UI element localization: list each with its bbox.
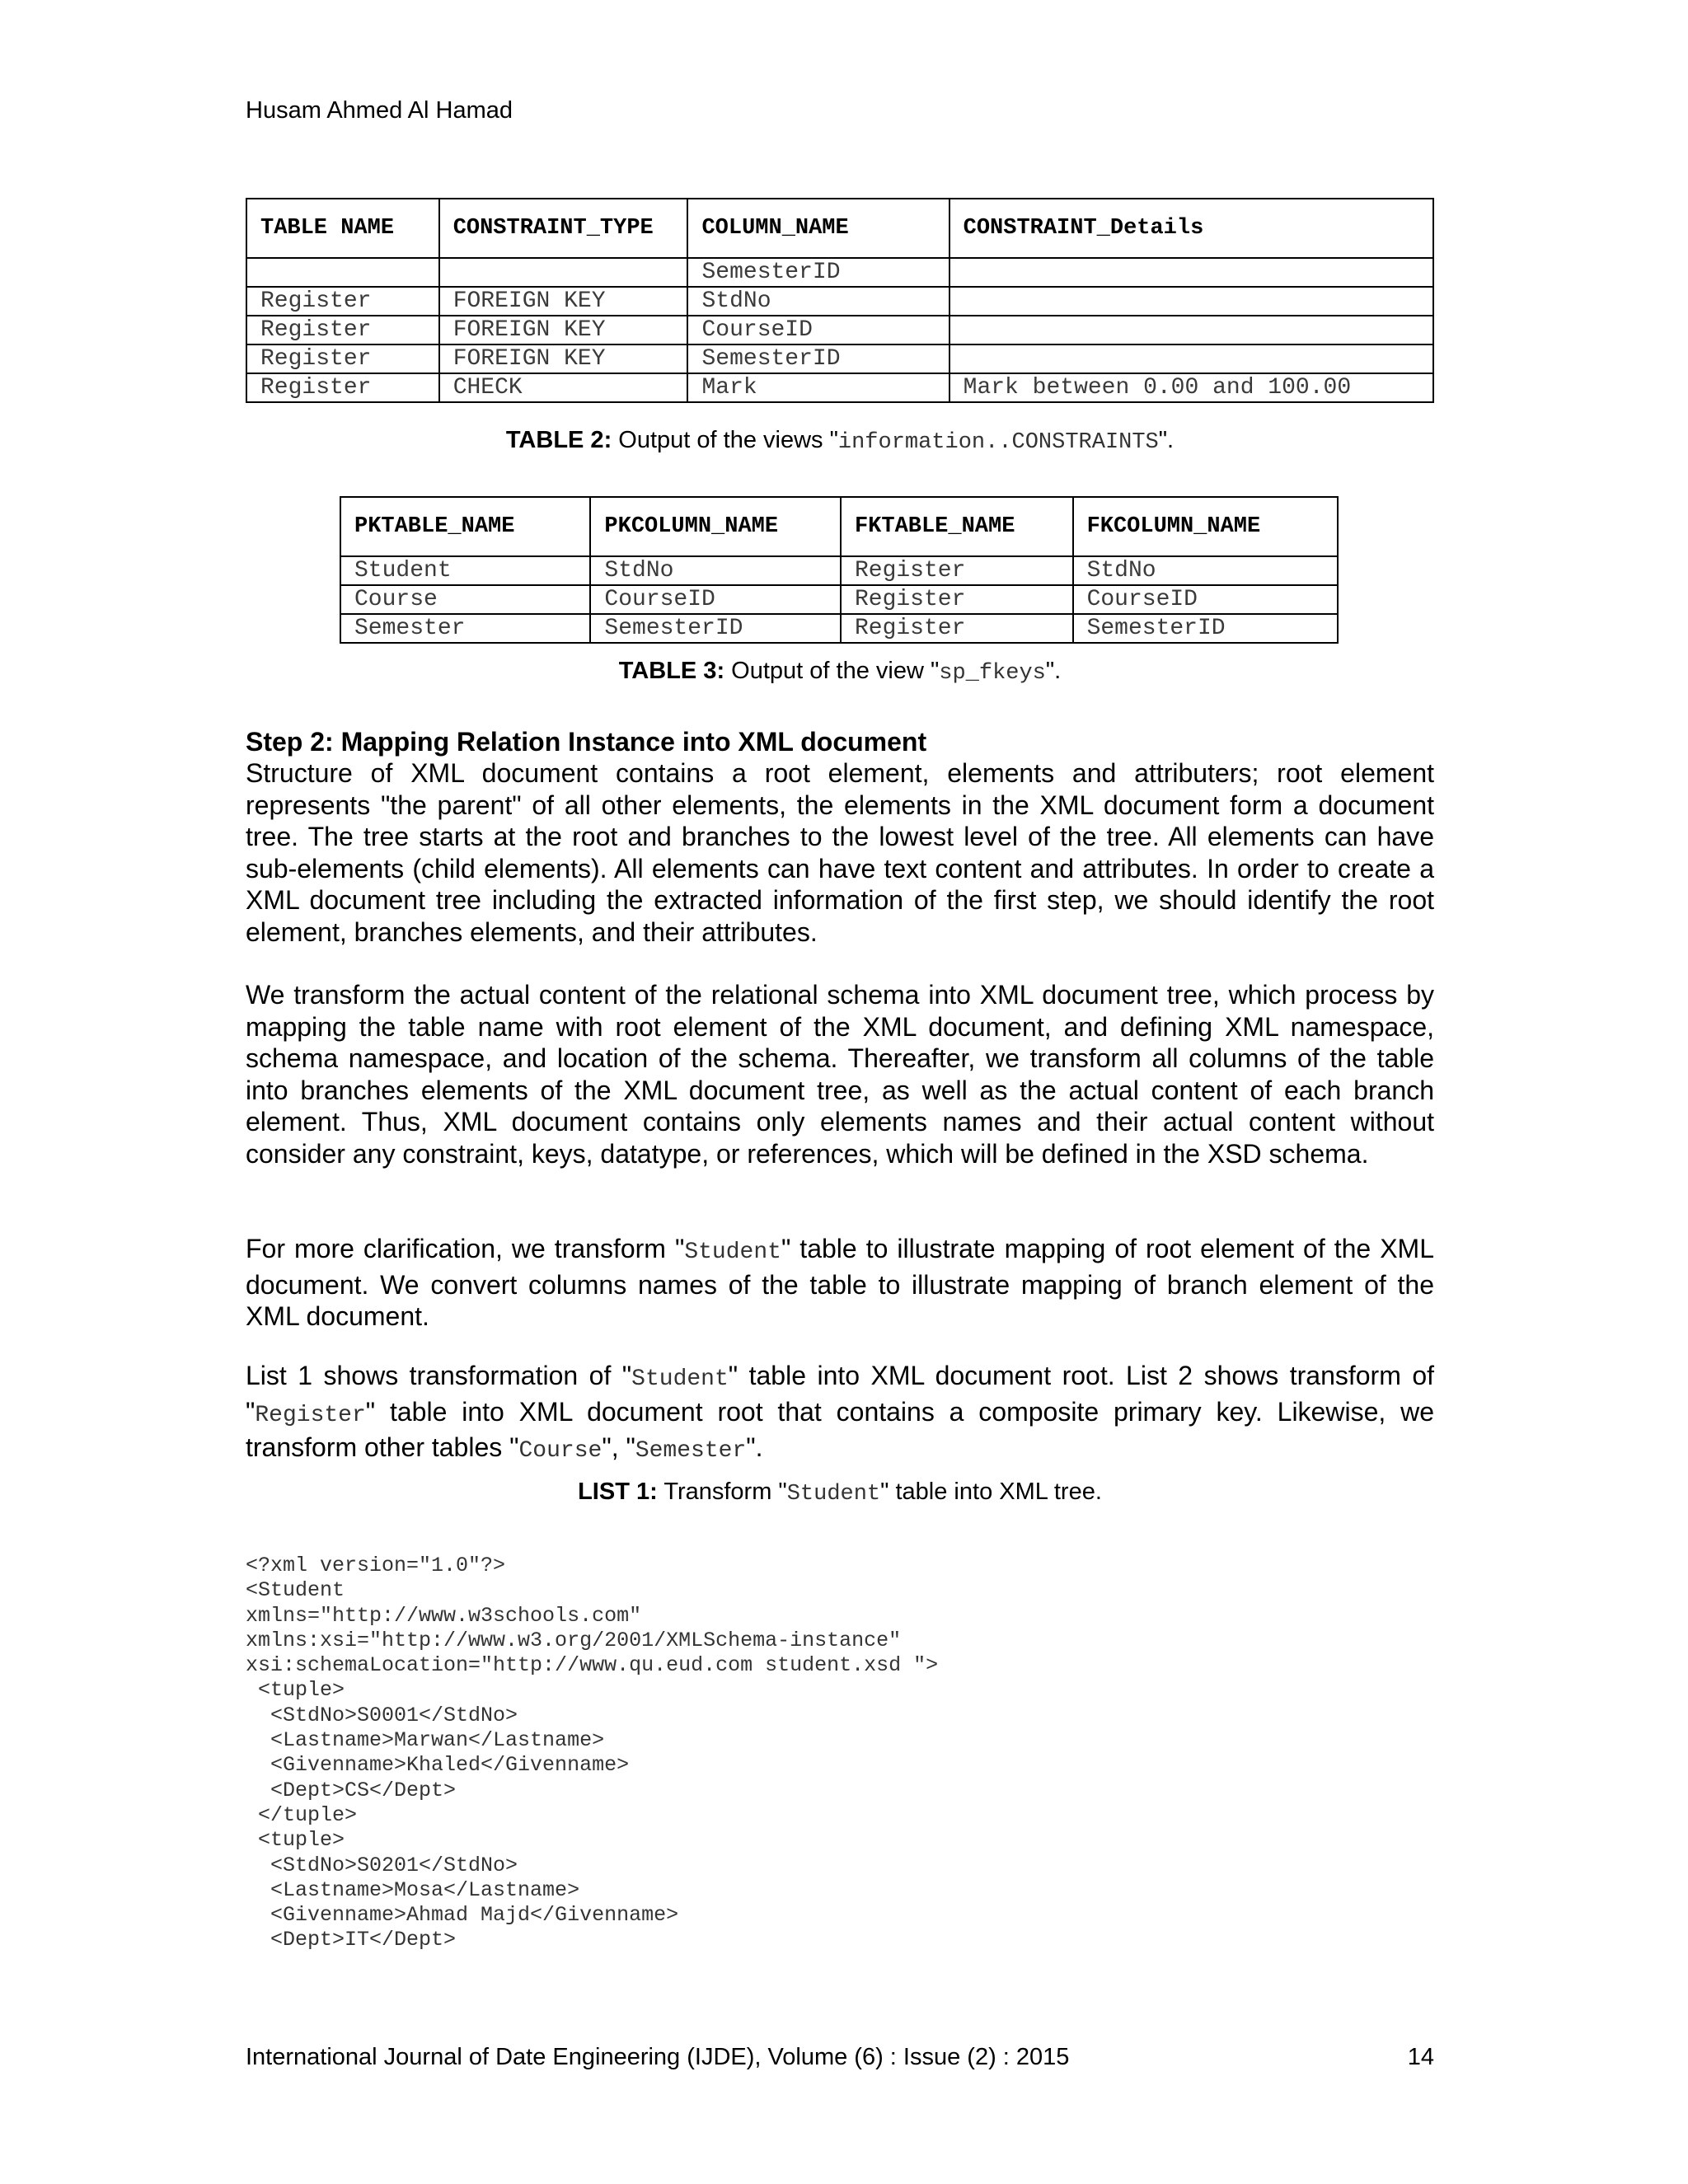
- table-cell: FOREIGN KEY: [439, 287, 688, 316]
- table-cell: FOREIGN KEY: [439, 344, 688, 373]
- table-cell: [950, 287, 1433, 316]
- table-cell: CourseID: [687, 316, 949, 344]
- table-cell: FOREIGN KEY: [439, 316, 688, 344]
- inline-code: Semester: [635, 1438, 747, 1464]
- paragraph-text: " table into XML document root that contains a composite primary key. Likewise, we transform other tables ": [246, 1396, 1434, 1462]
- table-cell: [950, 258, 1433, 287]
- paragraph: [246, 1233, 1434, 1333]
- caption-text: ".: [1045, 658, 1062, 684]
- table-cell: Register: [841, 556, 1073, 585]
- table-cell: Mark: [687, 373, 949, 402]
- table-2-caption: [246, 427, 1434, 455]
- table-cell: SemesterID: [590, 614, 841, 643]
- table-cell: Course: [340, 585, 590, 614]
- table-cell: [950, 344, 1433, 373]
- paragraph-text: ".: [746, 1432, 763, 1462]
- column-header: CONSTRAINT_Details: [950, 199, 1433, 258]
- caption-code: Student: [786, 1482, 881, 1507]
- running-header-author: Husam Ahmed Al Hamad: [246, 97, 513, 124]
- table-cell: Register: [246, 316, 439, 344]
- inline-code: Course: [518, 1438, 603, 1464]
- table-row: [246, 287, 1433, 316]
- paragraph-text: " table to illustrate mapping of root element of the XML document. We convert columns names of the table to illustrate mapping of branch element of the XML document.: [246, 1234, 1435, 1331]
- inline-code: Register: [255, 1402, 366, 1428]
- foreign-keys-table: [340, 496, 1339, 644]
- column-header: FKTABLE_NAME: [841, 497, 1073, 556]
- table-cell: [246, 258, 439, 287]
- caption-code: information..CONSTRAINTS: [837, 430, 1159, 455]
- table-row: [246, 373, 1433, 402]
- table-row: [246, 316, 1433, 344]
- table-row: [340, 614, 1338, 643]
- table-header-row: [246, 199, 1433, 258]
- paragraph: We transform the actual content of the relational schema into XML document tree, which process by mapping the table name with root element of the XML document, and defining XML namespace, schema namespace, and location of the schema. Thereafter, we transform all columns of the table into branches elements of the XML document tree, as well as the actual content of each branch element. Thus, XML document contains only elements names and their actual content without consider any constraint, keys, datatype, or references, which will be defined in the XSD schema.: [246, 980, 1434, 1169]
- caption-text: Output of the view ": [731, 658, 940, 684]
- paragraph-text: List 1 shows transformation of ": [246, 1361, 632, 1390]
- column-header: CONSTRAINT_TYPE: [439, 199, 688, 258]
- table-row: [340, 556, 1338, 585]
- caption-label: TABLE 3:: [618, 658, 725, 684]
- paragraph-text: " table into XML document root. List 2 shows transform of ": [246, 1361, 1435, 1427]
- caption-code: sp_fkeys: [939, 661, 1046, 686]
- constraints-table: [246, 198, 1434, 403]
- inline-code: Student: [631, 1366, 729, 1392]
- table-cell: SemesterID: [1073, 614, 1338, 643]
- page-number: 14: [1407, 2044, 1434, 2070]
- paragraph: [246, 1360, 1434, 1468]
- section-heading: Step 2: Mapping Relation Instance into XML document: [246, 727, 927, 757]
- xml-code-listing: <?xml version="1.0"?> <Student xmlns="http://www.w3schools.com" xmlns:xsi="http://www.w3.org/2001/XMLSchema-instance" xsi:schemaLocation="http://www.qu.eud.com student.xsd "> <tuple> <StdNo>S0001</StdNo> <Lastname>Marwan</Lastname> <Givenname>Khaled</Givenname> <Dept>CS</Dept> </tuple> <tuple> <StdNo>S0201</StdNo> <Lastname>Mosa</Lastname> <Givenname>Ahmad Majd</Givenname> <Dept>IT</Dept>: [246, 1554, 939, 1952]
- table-cell: CHECK: [439, 373, 688, 402]
- table-cell: CourseID: [590, 585, 841, 614]
- caption-text: ".: [1158, 427, 1175, 453]
- column-header: TABLE NAME: [246, 199, 439, 258]
- column-header: COLUMN_NAME: [687, 199, 949, 258]
- table-cell: CourseID: [1073, 585, 1338, 614]
- table-row: [340, 585, 1338, 614]
- table-cell: StdNo: [590, 556, 841, 585]
- caption-text: Output of the views ": [618, 427, 838, 453]
- inline-code: Student: [684, 1240, 781, 1265]
- footer-journal-citation: International Journal of Date Engineering (IJDE), Volume (6) : Issue (2) : 2015: [246, 2044, 1070, 2070]
- paragraph-text: ", ": [602, 1432, 635, 1462]
- table-cell: Semester: [340, 614, 590, 643]
- caption-label: TABLE 2:: [505, 427, 612, 453]
- table-cell: [950, 316, 1433, 344]
- caption-text: " table into XML tree.: [880, 1479, 1102, 1505]
- table-cell: StdNo: [1073, 556, 1338, 585]
- table-cell: [439, 258, 688, 287]
- table-cell: StdNo: [687, 287, 949, 316]
- paragraph-text: For more clarification, we transform ": [246, 1234, 685, 1263]
- table-cell: Register: [246, 287, 439, 316]
- column-header: FKCOLUMN_NAME: [1073, 497, 1338, 556]
- list-1-caption: [246, 1479, 1434, 1507]
- paragraph: Structure of XML document contains a root element, elements and attributers; root element represents "the parent" of all other elements, the elements in the XML document form a document tree. The tree starts at the root and branches to the lowest level of the tree. All elements can have sub-elements (child elements). All elements can have text content and attributes. In order to create a XML document tree including the extracted information of the first step, we should identify the root element, branches elements, and their attributes.: [246, 758, 1434, 947]
- table-cell: Register: [246, 373, 439, 402]
- table-row: [246, 258, 1433, 287]
- column-header: PKTABLE_NAME: [340, 497, 590, 556]
- table-cell: Mark between 0.00 and 100.00: [950, 373, 1433, 402]
- table-cell: SemesterID: [687, 258, 949, 287]
- table-cell: SemesterID: [687, 344, 949, 373]
- table-cell: Student: [340, 556, 590, 585]
- caption-label: LIST 1:: [578, 1479, 658, 1505]
- column-header: PKCOLUMN_NAME: [590, 497, 841, 556]
- table-row: [246, 344, 1433, 373]
- table-header-row: [340, 497, 1338, 556]
- table-cell: Register: [246, 344, 439, 373]
- table-3-caption: [246, 658, 1434, 686]
- caption-text: Transform ": [663, 1479, 787, 1505]
- table-cell: Register: [841, 585, 1073, 614]
- table-cell: Register: [841, 614, 1073, 643]
